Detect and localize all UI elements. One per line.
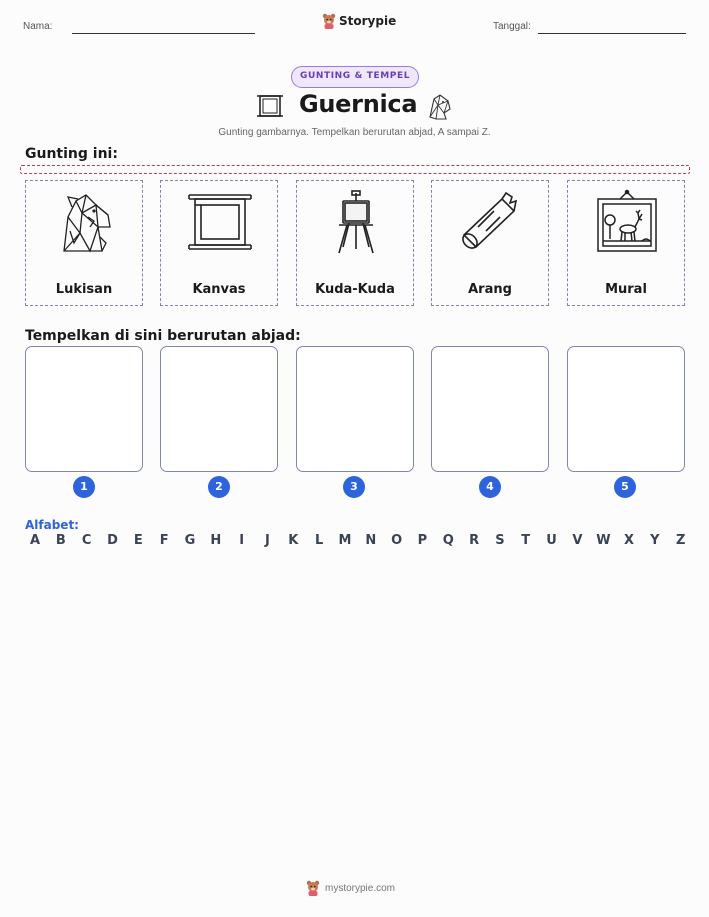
- bear-logo-icon: [306, 880, 320, 896]
- alphabet-letter: T: [521, 533, 531, 548]
- paste-box-4[interactable]: [431, 346, 549, 472]
- number-badge-2: 2: [208, 476, 230, 498]
- paste-section-heading: Tempelkan di sini berurutan abjad:: [25, 328, 301, 344]
- card-label: Kanvas: [192, 282, 246, 297]
- alphabet-letter: Y: [650, 533, 660, 548]
- date-field[interactable]: [538, 33, 686, 34]
- brand-name: Storypie: [339, 14, 397, 28]
- alphabet-strip: [28, 533, 688, 548]
- alphabet-letter: B: [55, 533, 66, 548]
- card-label: Lukisan: [55, 282, 113, 297]
- activity-badge: GUNTING & TEMPEL: [291, 66, 419, 88]
- cut-guide-line: [20, 165, 690, 174]
- cut-card-arang[interactable]: [431, 180, 549, 306]
- alphabet-letter: E: [133, 533, 143, 548]
- charcoal-stick-icon: [456, 187, 526, 257]
- cut-card-kanvas[interactable]: [160, 180, 278, 306]
- paste-box-2[interactable]: [160, 346, 278, 472]
- alphabet-letter: J: [265, 533, 270, 548]
- alphabet-letter: C: [81, 533, 92, 548]
- framed-deer-icon: [592, 187, 662, 257]
- footer: [306, 880, 395, 896]
- canvas-frame-icon: [256, 92, 284, 120]
- cut-card-mural[interactable]: [567, 180, 685, 306]
- card-label: Kuda-Kuda: [315, 282, 395, 297]
- alphabet-letter: O: [391, 533, 403, 548]
- alphabet-letter: N: [365, 533, 377, 548]
- alphabet-letter: L: [314, 533, 324, 548]
- alphabet-letter: V: [572, 533, 583, 548]
- alphabet-letter: R: [469, 533, 480, 548]
- instructions: Gunting gambarnya. Tempelkan berurutan abjad, A sampai Z.: [218, 127, 491, 138]
- cut-card-kuda-kuda[interactable]: [296, 180, 414, 306]
- cubist-horse-icon: [424, 91, 454, 121]
- cut-card-lukisan[interactable]: [25, 180, 143, 306]
- easel-icon: [321, 187, 391, 257]
- alphabet-letter: Q: [442, 533, 454, 548]
- alphabet-letter: P: [417, 533, 428, 548]
- alphabet-letter: G: [184, 533, 196, 548]
- alphabet-letter: S: [495, 533, 505, 548]
- alphabet-letter: X: [624, 533, 635, 548]
- name-label: Nama:: [23, 21, 53, 32]
- alphabet-letter: I: [239, 533, 245, 548]
- alphabet-letter: H: [210, 533, 222, 548]
- number-badge-1: 1: [73, 476, 95, 498]
- footer-url[interactable]: mystorypie.com: [325, 882, 396, 894]
- canvas-frame-icon: [185, 187, 255, 257]
- paste-box-5[interactable]: [567, 346, 685, 472]
- alphabet-letter: A: [29, 533, 41, 548]
- alphabet-letter: F: [159, 533, 169, 548]
- alphabet-label: Alfabet:: [25, 518, 79, 532]
- name-field[interactable]: [72, 33, 255, 34]
- alphabet-letter: W: [596, 533, 611, 548]
- card-label: Mural: [605, 282, 647, 297]
- cut-section-heading: Gunting ini:: [25, 146, 118, 162]
- alphabet-letter: D: [107, 533, 118, 548]
- number-badge-5: 5: [614, 476, 636, 498]
- alphabet-letter: U: [546, 533, 557, 548]
- paste-box-3[interactable]: [296, 346, 414, 472]
- brand-logo: [322, 13, 396, 29]
- number-badge-4: 4: [479, 476, 501, 498]
- number-badge-3: 3: [343, 476, 365, 498]
- page-title: Guernica: [299, 90, 418, 118]
- date-label: Tanggal:: [493, 21, 531, 32]
- card-label: Arang: [468, 282, 512, 297]
- title-row: [0, 90, 709, 124]
- bear-logo-icon: [322, 13, 336, 29]
- alphabet-letter: M: [338, 533, 352, 548]
- alphabet-letter: K: [288, 533, 299, 548]
- alphabet-letter: Z: [675, 533, 686, 548]
- cubist-horse-icon: [50, 187, 120, 257]
- paste-box-1[interactable]: [25, 346, 143, 472]
- worksheet-header: [0, 14, 709, 38]
